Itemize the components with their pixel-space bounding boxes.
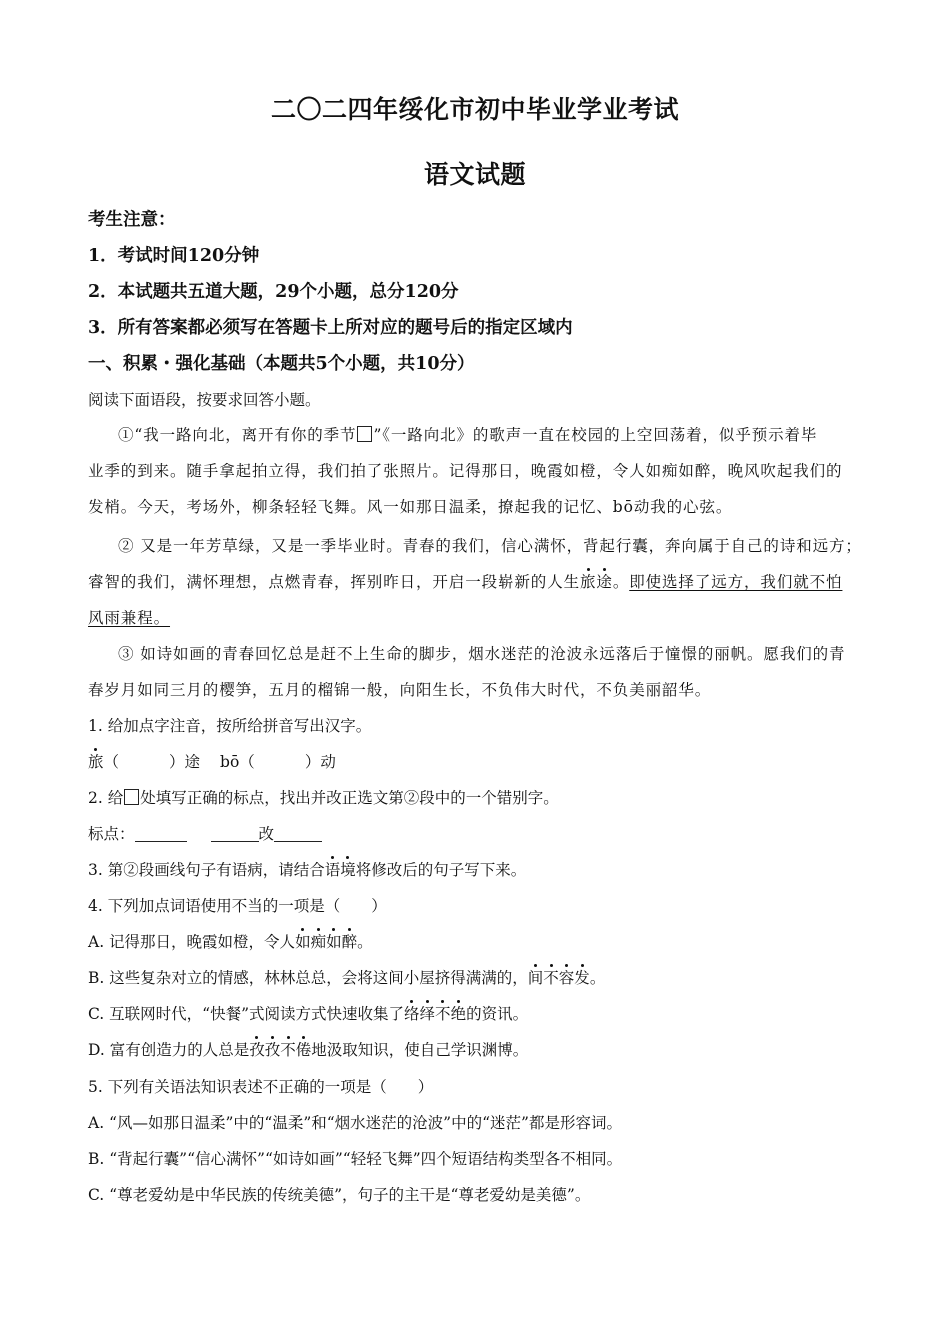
punctuation-answer-blank[interactable] [135,825,187,842]
punctuation-blank-box [124,789,139,805]
question-4: 4. 下列加点词语使用不当的一项是（ ） [88,897,387,915]
question-3 [88,860,863,880]
dotted-char: 旅 [88,753,104,771]
correct-char-blank[interactable] [274,825,322,842]
option-text: B. 这些复杂对立的情感，林林总总，会将这间小屋挤得满满的， [88,969,528,987]
question-text: 3. 第②段画线句子有语病，请结合 [88,861,325,879]
question-4-option-d[interactable] [88,1040,863,1060]
change-label: 改 [258,825,275,843]
passage-p2-line2 [88,572,863,592]
question-5: 5. 下列有关语法知识表述不正确的一项是（ ） [88,1078,434,1096]
question-text: 2. 给 [88,789,124,807]
bracket-open: （ [103,753,120,771]
dotted-char: 绎 [419,1005,436,1023]
wrong-char-blank[interactable] [211,825,259,842]
option-text: 的资讯。 [466,1005,529,1023]
question-4-option-b[interactable] [88,968,863,988]
passage-p3-line1: ③ 如诗如画的青春回忆总是赶不上生命的脚步，烟水迷茫的沧波永远落后于憧憬的丽帆。愿我们的青 [118,645,846,663]
punctuation-blank-box [357,426,372,442]
passage-text: 。 [612,573,630,591]
dotted-char: 语 [324,861,341,879]
passage-p3-line2: 春岁月如同三月的樱笋，五月的榴锦一般，向阳生长，不负伟大时代，不负美丽韶华。 [88,681,712,699]
question-1-answer-line [88,752,863,772]
passage-p1-line2: 业季的到来。随手拿起拍立得，我们拍了张照片。记得那日，晚霞如橙，令人如痴如醉，晚风吹起我们的 [88,462,843,480]
passage-p2-line3 [88,608,863,628]
bracket-close: ）动 [304,753,336,771]
option-text: C. 互联网时代，“快餐”式阅读方式快速收集了 [88,1005,405,1023]
pinyin-label: bō（ [220,753,255,771]
question-5-option-b[interactable]: B. “背起行囊”“信心满怀”“如诗如画”“轻轻飞舞”四个短语结构类型各不相同。 [88,1150,623,1168]
question-5-option-a[interactable]: A. “风—如那日温柔”中的“温柔”和“烟水迷茫的沧波”中的“迷茫”都是形容词。 [88,1114,622,1132]
question-1: 1. 给加点字注音，按所给拼音写出汉字。 [88,717,372,735]
dotted-char: 如 [326,933,342,951]
punctuation-label: 标点： [88,825,135,843]
dotted-char: 容 [558,969,575,987]
exam-title: 二〇二四年绥化市初中毕业学业考试 [270,95,679,124]
dotted-char: 途 [596,573,613,591]
dotted-char: 络 [404,1005,420,1023]
option-text: A. 记得那日，晚霞如橙，令人 [88,933,296,951]
dotted-char: 醉 [341,933,358,951]
question-5-option-c[interactable]: C. “尊老爱幼是中华民族的传统美德”，句子的主干是“尊老爱幼是美德”。 [88,1186,591,1204]
option-text: 地汲取知识，使自己学识渊博。 [311,1041,529,1059]
passage-intro: 阅读下面语段，按要求回答小题。 [88,391,321,409]
bracket-close: ）途 [169,753,201,771]
dotted-char: 如 [295,933,311,951]
dotted-char: 发 [574,969,590,987]
dotted-char: 间 [527,969,544,987]
underlined-sentence: 即使选择了远方，我们就不怕 [629,573,843,591]
notice-item-1: 1．考试时间120分钟 [88,246,260,266]
passage-p1-line3: 发梢。今天，考场外，柳条轻轻飞舞。风一如那日温柔，撩起我的记忆、bō动我的心弦。 [88,498,733,516]
notice-heading: 考生注意： [88,210,176,230]
passage-text: ”《一路向北》的歌声一直在校园的上空回荡着，似乎预示着毕 [373,426,818,444]
option-text: 。 [589,969,606,987]
question-text: 处填写正确的标点，找出并改正选文第②段中的一个错别字。 [140,789,559,807]
dotted-char: 不 [280,1041,296,1059]
dotted-char: 孜 [249,1041,265,1059]
dotted-char: 不 [543,969,559,987]
option-text: D. 富有创造力的人总是 [88,1041,250,1059]
dotted-char: 境 [340,861,356,879]
dotted-char: 倦 [295,1041,312,1059]
dotted-char: 痴 [310,933,327,951]
passage-p2-line1: ② 又是一年芳草绿，又是一季毕业时。青春的我们，信心满怀，背起行囊，奔向属于自己的诗和远方； [118,537,862,555]
notice-item-3: 3．所有答案都必须写在答题卡上所对应的题号后的指定区域内 [88,318,573,338]
question-4-option-c[interactable] [88,1004,863,1024]
dotted-char: 绝 [450,1005,467,1023]
notice-item-2: 2．本试题共五道大题，29个小题，总分120分 [88,282,459,302]
dotted-char: 不 [435,1005,451,1023]
exam-subtitle: 语文试题 [423,160,526,189]
option-text: 。 [357,933,373,951]
question-text: 将修改后的句子写下来。 [355,861,527,879]
question-4-option-a[interactable] [88,932,863,952]
question-2-answer-line [88,824,863,844]
dotted-char: 孜 [264,1041,281,1059]
section-heading: 一、积累・强化基础（本题共5个小题，共10分） [88,354,475,374]
passage-text: 睿智的我们，满怀理想，点燃青春，挥别昨日，开启一段崭新的人生 [88,573,581,591]
question-2 [88,788,863,808]
passage-text: ①“我一路向北，离开有你的季节 [118,426,357,444]
passage-p1-line1 [118,425,863,445]
dotted-char: 旅 [580,573,597,591]
underlined-sentence: 风雨兼程。 [88,609,171,627]
